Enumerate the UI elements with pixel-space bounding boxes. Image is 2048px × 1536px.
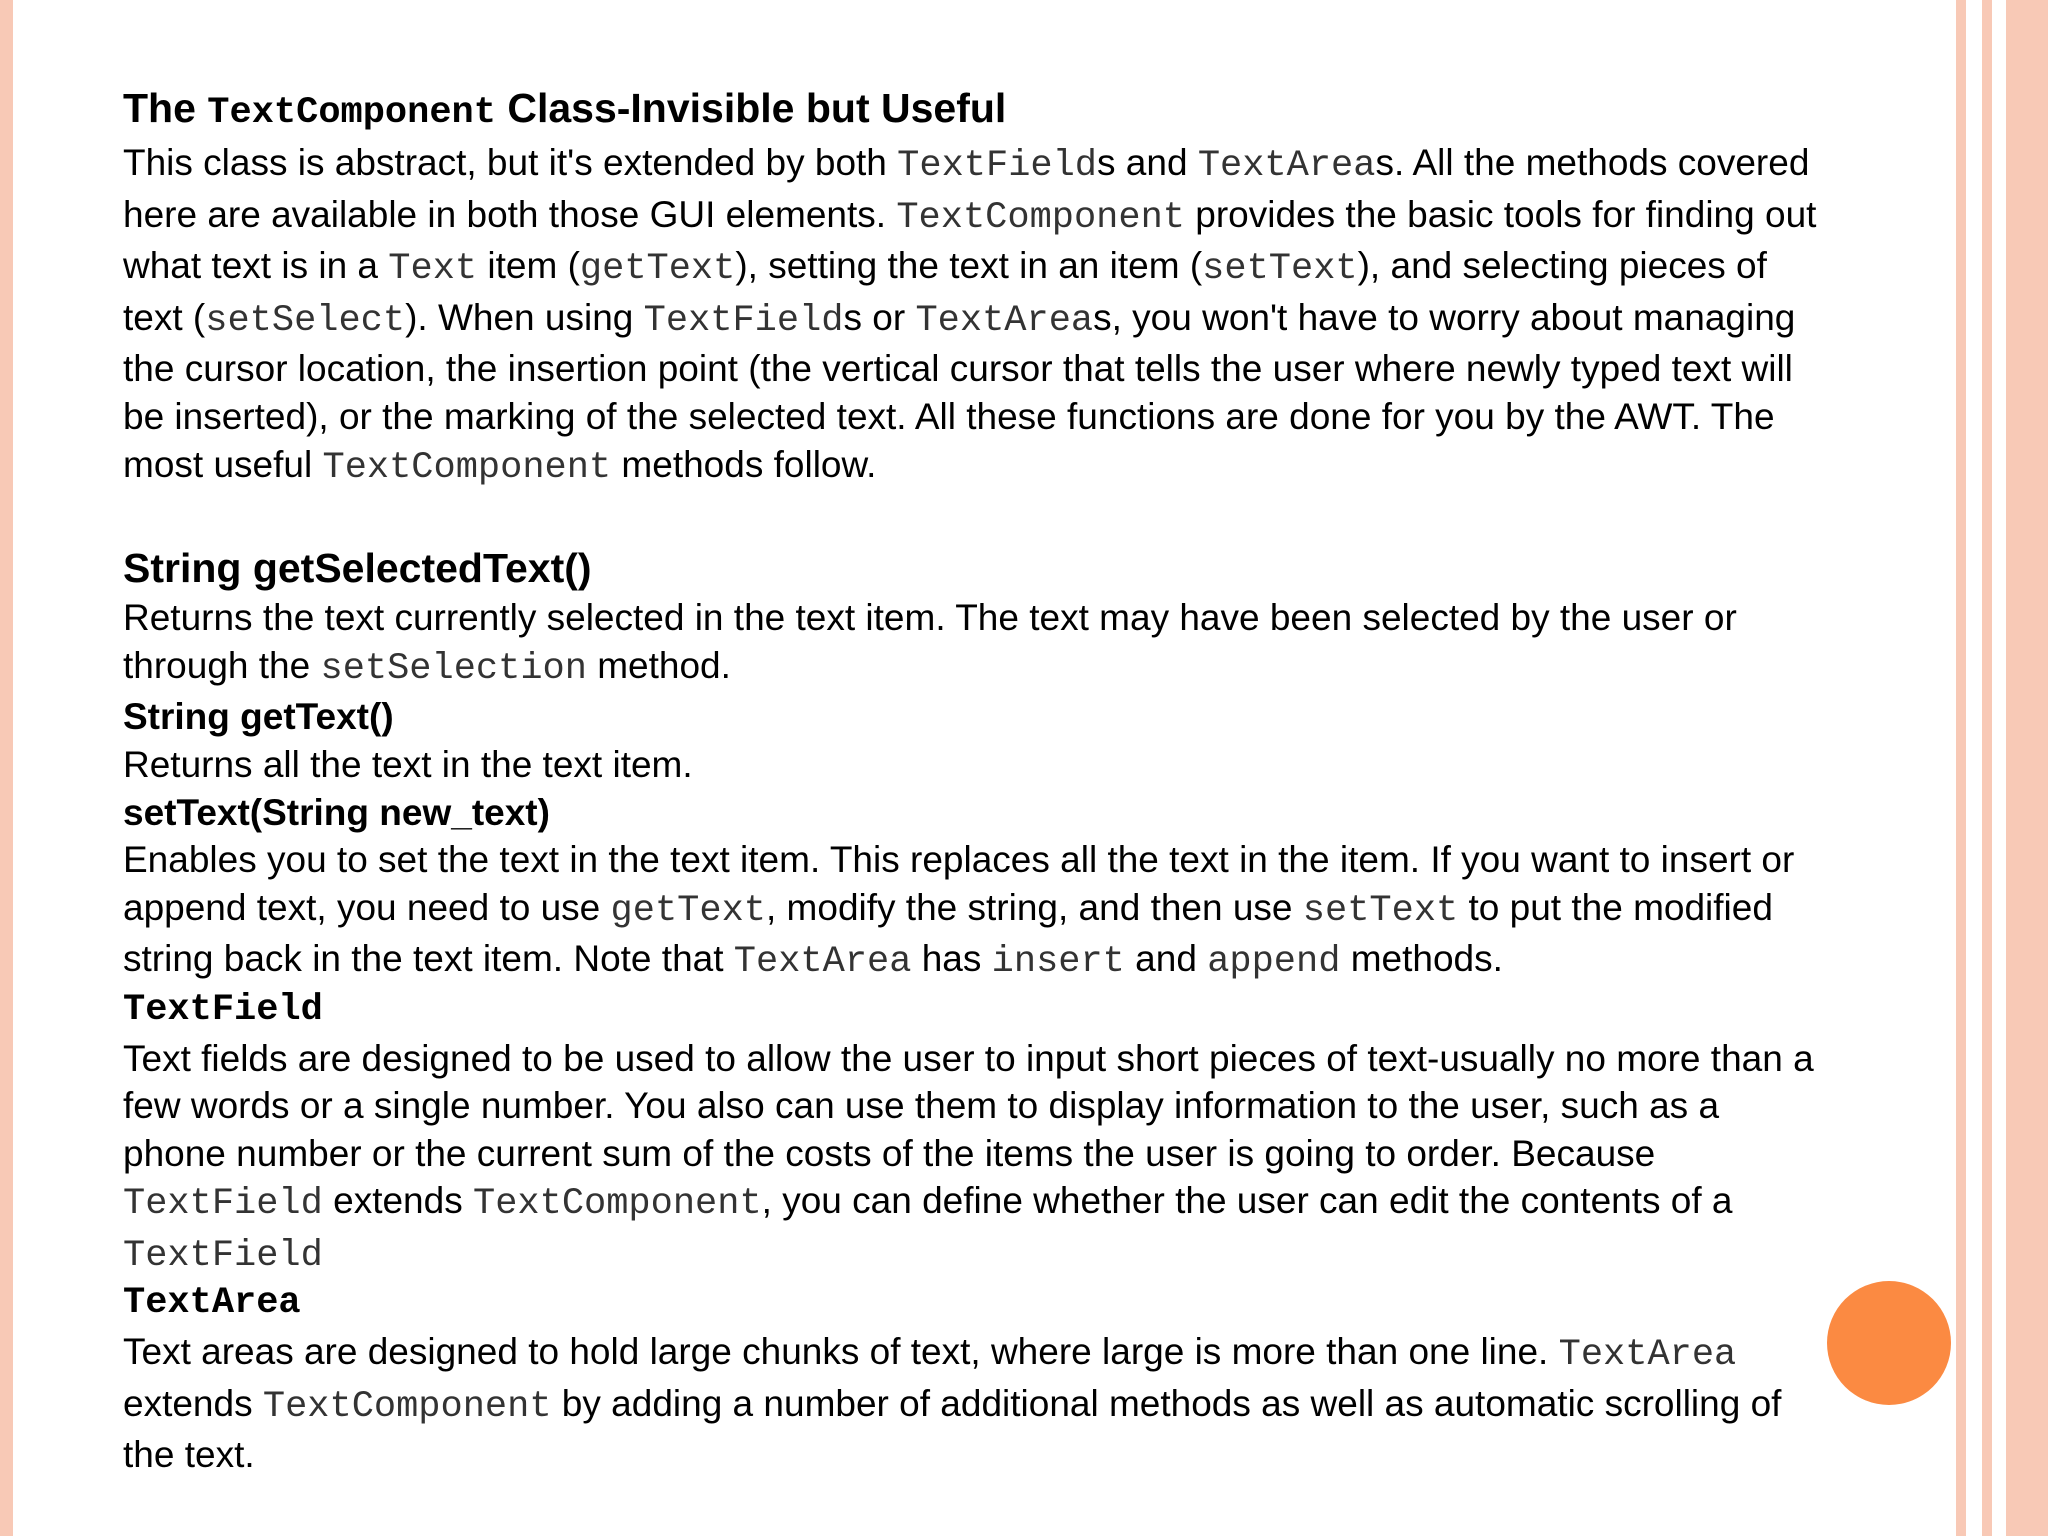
text-run: This class is abstract, but it's extended by both: [123, 142, 898, 183]
text-run: item (: [477, 245, 580, 287]
text-run: through the: [123, 644, 321, 686]
text-run: be inserted), or the marking of the selected text. All these functions are done for you by the AWT. The: [123, 395, 1775, 437]
code-term: TextField: [643, 299, 844, 342]
text-line: [123, 741, 1958, 789]
text-run: and: [1124, 938, 1208, 980]
left-border-stripe: [0, 0, 13, 1536]
text-run: methods follow.: [611, 443, 877, 485]
right-border-band: [2006, 0, 2048, 1536]
text-run: the cursor location, the insertion point (the vertical cursor that tells the user where newly typed text will: [123, 348, 1793, 390]
method-heading-get-text: String getText(): [123, 696, 394, 738]
text-run: by adding a number of additional methods as well as automatic scrolling of: [551, 1382, 1782, 1424]
code-term: TextComponent: [262, 1385, 552, 1428]
text-run: Text fields are designed to be used to allow the user to input short pieces of text-usually no more than a: [123, 1037, 1814, 1079]
spacer: [123, 492, 1958, 542]
text-line: [123, 1431, 1958, 1479]
code-term: TextComponent: [896, 196, 1185, 239]
code-term: setText: [1302, 889, 1459, 932]
text-run: , you can define whether the user can edit the contents of a: [761, 1180, 1733, 1222]
section-heading-textarea: TextArea: [123, 1282, 301, 1325]
text-line: [123, 393, 1958, 441]
method-heading-get-selected-text: String getSelectedText(): [123, 545, 592, 592]
text-run: the text.: [123, 1434, 255, 1476]
text-line: [123, 594, 1958, 642]
method-description: [123, 594, 1958, 693]
text-run: provides the basic tools for finding out: [1185, 193, 1817, 235]
text-line: [123, 1177, 1958, 1229]
text-run: Enables you to set the text in the text item. This replaces all the text in the item. If you want to insert or: [123, 839, 1795, 881]
text-line: [123, 1130, 1958, 1178]
code-term: TextComponent: [473, 1183, 762, 1226]
code-term: TextField: [123, 1234, 323, 1277]
text-line: [123, 345, 1958, 393]
text-run: extends: [123, 1382, 263, 1424]
right-border-gap: [1992, 0, 2006, 1536]
text-line: [123, 642, 1958, 694]
right-border-gap: [1966, 0, 1982, 1536]
title-text: Class-Invisible but Useful: [495, 85, 1007, 131]
method-heading-set-text: setText(String new_text): [123, 791, 550, 833]
text-run: extends: [322, 1180, 473, 1222]
text-run: phone number or the current sum of the costs of the items the user is going to order. Because: [123, 1132, 1656, 1174]
code-term: TextField: [897, 145, 1098, 187]
text-run: s or: [843, 296, 916, 338]
text-line: [123, 836, 1958, 884]
textarea-description: [123, 1328, 1958, 1479]
text-line: [123, 294, 1958, 346]
code-term: append: [1207, 941, 1341, 984]
text-run: Returns all the text in the text item.: [123, 743, 693, 785]
right-border-stripe: [1982, 0, 1992, 1536]
text-line: [123, 1380, 1958, 1432]
code-term: TextField: [123, 1183, 323, 1226]
text-run: s and: [1097, 142, 1198, 183]
text-line: [123, 935, 1958, 987]
text-run: here are available in both those GUI elements.: [123, 193, 897, 235]
text-run: ), and selecting pieces of: [1357, 245, 1767, 287]
text-line: [123, 1229, 1958, 1281]
text-line: [123, 1035, 1958, 1083]
code-term: getText: [610, 889, 766, 932]
code-term: TextArea: [1558, 1334, 1737, 1377]
text-run: ), setting the text in an item (: [735, 245, 1203, 287]
text-run: has: [911, 938, 992, 980]
text-line: [123, 139, 1958, 191]
text-run: ). When using: [405, 296, 644, 338]
text-run: , modify the string, and then use: [765, 886, 1303, 928]
code-term: TextComponent: [322, 446, 612, 489]
text-run: to put the modified: [1458, 886, 1773, 928]
code-term: setText: [1202, 248, 1358, 291]
text-run: Text areas are designed to hold large chunks of text, where large is more than one line.: [123, 1331, 1559, 1373]
text-run: text (: [123, 296, 206, 338]
text-run: Returns the text currently selected in the text item. The text may have been selected by the user or: [123, 597, 1737, 639]
code-term: TextArea: [733, 941, 912, 984]
slide-content: [123, 82, 1958, 1479]
method-description: [123, 836, 1958, 987]
text-line: [123, 242, 1958, 294]
code-term: setSelect: [205, 299, 406, 342]
text-run: methods.: [1340, 938, 1503, 980]
code-term: TextArea: [1197, 145, 1376, 187]
section-heading-textfield: TextField: [123, 988, 323, 1031]
text-line: [123, 191, 1958, 243]
code-term: getText: [579, 248, 736, 291]
text-run: string back in the text item. Note that: [123, 938, 734, 980]
text-run: method.: [586, 644, 731, 686]
text-run: s, you won't have to worry about managing: [1093, 296, 1796, 338]
text-line: [123, 884, 1958, 936]
text-line: [123, 1328, 1958, 1380]
code-term: insert: [991, 941, 1125, 984]
method-description: [123, 741, 1958, 789]
title-text: The: [123, 85, 208, 131]
code-term: Text: [388, 248, 478, 291]
text-run: what text is in a: [123, 245, 389, 287]
text-run: s. All the methods covered: [1375, 142, 1810, 183]
title-code: TextComponent: [207, 92, 496, 134]
text-run: few words or a single number. You also can use them to display information to the user, such as a: [123, 1085, 1720, 1127]
text-run: most useful: [123, 443, 323, 485]
intro-paragraph: [123, 139, 1958, 492]
code-term: setSelection: [320, 647, 587, 690]
code-term: TextArea: [915, 299, 1094, 342]
slide-title: [123, 82, 1958, 139]
text-line: [123, 441, 1958, 493]
textfield-description: [123, 1035, 1958, 1281]
text-run: append text, you need to use: [123, 886, 611, 928]
orange-circle-decoration: [1827, 1281, 1951, 1405]
text-line: [123, 1082, 1958, 1130]
